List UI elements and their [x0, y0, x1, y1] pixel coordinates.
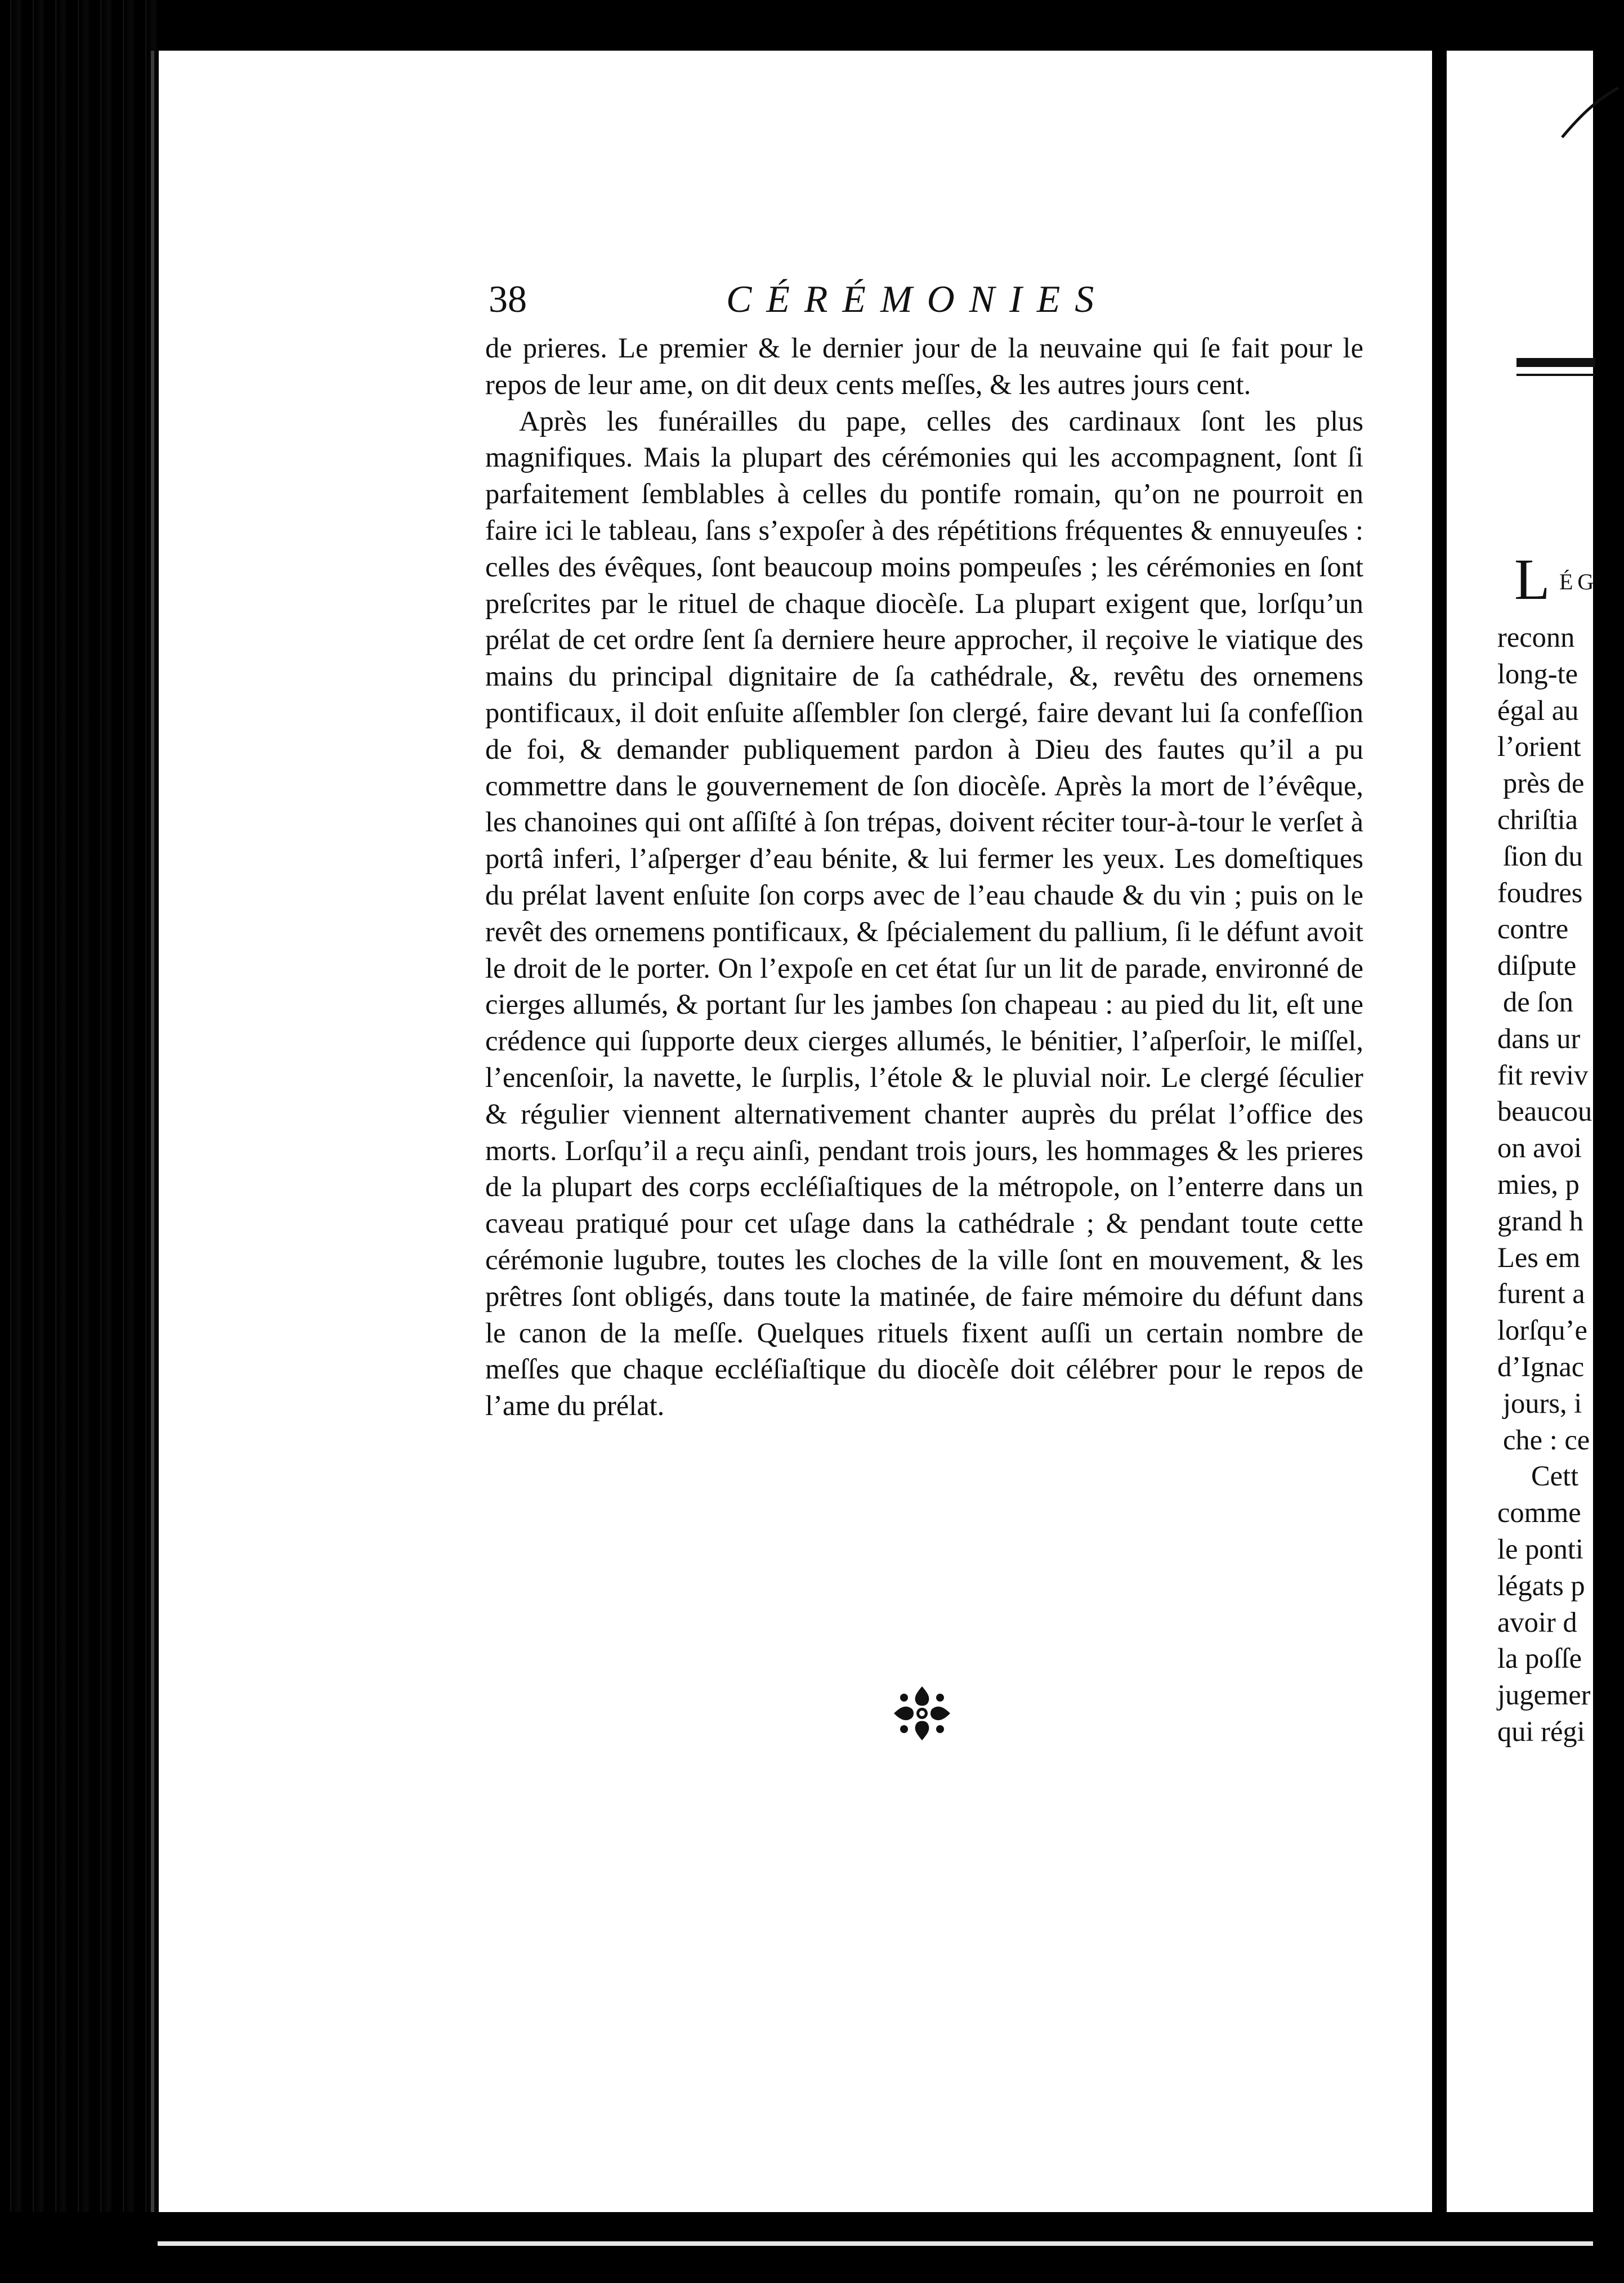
right-page-line: beaucou	[1497, 1095, 1592, 1127]
right-page-line: Cett	[1531, 1460, 1579, 1492]
page-header	[489, 277, 1142, 333]
page-number: 38	[489, 277, 527, 320]
paragraph-1: de prieres. Le premier & le dernier jour de la neuvaine qui ſe fait pour le repos de leur ame, on dit deux cents meſſes, & les autres jours cent.	[485, 332, 1363, 400]
right-page-line: égal au	[1497, 694, 1579, 726]
scan-top-border	[0, 0, 1593, 50]
scan-bottom-rule	[158, 2241, 1593, 2246]
right-page-line: fit reviv	[1497, 1059, 1589, 1091]
right-page-line: contre	[1497, 913, 1569, 945]
right-page-line: jugemer	[1497, 1679, 1591, 1711]
right-page-line: avoir d	[1497, 1606, 1577, 1638]
right-page-line: près de	[1503, 767, 1585, 799]
right-page-line: de ſon	[1503, 986, 1573, 1018]
right-page-line: lorſqu’e	[1497, 1314, 1587, 1346]
right-page-line: jours, i	[1503, 1387, 1582, 1419]
right-page-line: dans ur	[1497, 1022, 1581, 1054]
right-page-line: ſion du	[1503, 840, 1583, 872]
right-page-line: long-te	[1497, 657, 1578, 690]
right-page-line: l’orient	[1497, 731, 1581, 763]
scan-bottom-border	[0, 2212, 1593, 2283]
right-page-line: comme	[1497, 1497, 1581, 1529]
right-page-line: Les em	[1497, 1241, 1581, 1273]
right-page-line: foudres	[1497, 876, 1583, 908]
right-page-line: chriſtia	[1497, 804, 1578, 835]
right-page-line: che : ce	[1503, 1423, 1590, 1456]
right-page-line: furent a	[1497, 1278, 1585, 1310]
book-gutter	[1432, 51, 1447, 2212]
small-caps-word: ÉG	[1559, 569, 1599, 594]
body-text	[485, 330, 1363, 1424]
paragraph-2: Après les funérailles du pape, celles des cardinaux ſont les plus magnifiques. Mais la plupart des cérémonies qui les accompagnent, ſont ſi parfaitement ſemblables à celles du pontife romain, qu’on ne pourroit en faire ici le tableau, ſans s’expoſer à des répétitions fréquentes & ennuyeuſes : celles des évêques, ſont beaucoup moins pompeuſes ; les cérémonies en ſont preſcrites par le rituel de chaque diocèſe. La plupart exigent que, lorſqu’un prélat de cet ordre ſent ſa derniere heure approcher, il reçoive le viatique des mains du principal dignitaire de ſa cathédrale, &, revêtu des ornemens pontificaux, il doit enſuite aſſembler ſon clergé, faire devant lui ſa confeſſion de foi, & demander publiquement pardon à Dieu des fautes qu’il a pu commettre dans le gouvernement de ſon diocèſe. Après la mort de l’évêque, les chanoines qui ont aſſiſté à ſon trépas, doivent réciter tour-à-tour le verſet à portâ inferi, l’aſperger d’eau bénite, & lui fermer les yeux. Les domeſtiques du prélat lavent enſuite ſon corps avec de l’eau chaude & du vin ; puis on le revêt des ornemens pontificaux, & ſpécialement du pallium, ſi le défunt avoit le droit de le porter. On l’expoſe en cet état ſur un lit de parade, environné de cierges allumés, & portant ſur les jambes ſon chapeau : au pied du lit, eſt une crédence qui ſupporte deux cierges allumés, le bénitier, l’aſperſoir, le miſſel, l’encenſoir, la navette, le ſurplis, l’étole & le pluvial noir. Le clergé ſéculier & régulier viennent alternativement chanter auprès du prélat l’office des morts. Lorſqu’il a reçu ainſi, pendant trois jours, les hommages & les prieres de la plupart des corps eccléſiaſtiques de la métropole, on l’enterre dans un caveau pratiqué pour cet uſage dans la cathédrale ; & pendant toute cette cérémonie lugubre, toutes les cloches de la ville ſont en mouvement, & les prêtres ſont obligés, dans toute la matinée, de faire mémoire du défunt dans le canon de la meſſe. Quelques rituels fixent auſſi un certain nombre de meſſes que chaque eccléſiaſtique du diocèſe doit célébrer pour le repos de l’ame du prélat.	[485, 405, 1363, 1422]
right-page-line: qui régi	[1497, 1716, 1585, 1747]
right-page	[1447, 51, 1599, 2212]
fleuron-ornament-icon	[888, 1682, 956, 1744]
right-page-line: le ponti	[1497, 1533, 1583, 1565]
right-page-line: diſpute	[1497, 950, 1577, 982]
right-page-line: reconn	[1497, 621, 1575, 653]
right-page-line: mies, p	[1497, 1169, 1580, 1200]
page-edge-line	[151, 51, 154, 2212]
right-page-line: d’Ignac	[1497, 1351, 1585, 1382]
right-page-line: on avoi	[1497, 1132, 1582, 1164]
right-page-text	[1447, 51, 1599, 2212]
running-head: CÉRÉMONIES	[726, 277, 1109, 320]
right-page-line: la poſſe	[1497, 1642, 1582, 1675]
right-page-line: légats p	[1497, 1569, 1585, 1601]
drop-cap: L	[1514, 547, 1550, 612]
scan-left-border	[0, 0, 159, 2283]
right-page-line: grand h	[1497, 1205, 1583, 1237]
